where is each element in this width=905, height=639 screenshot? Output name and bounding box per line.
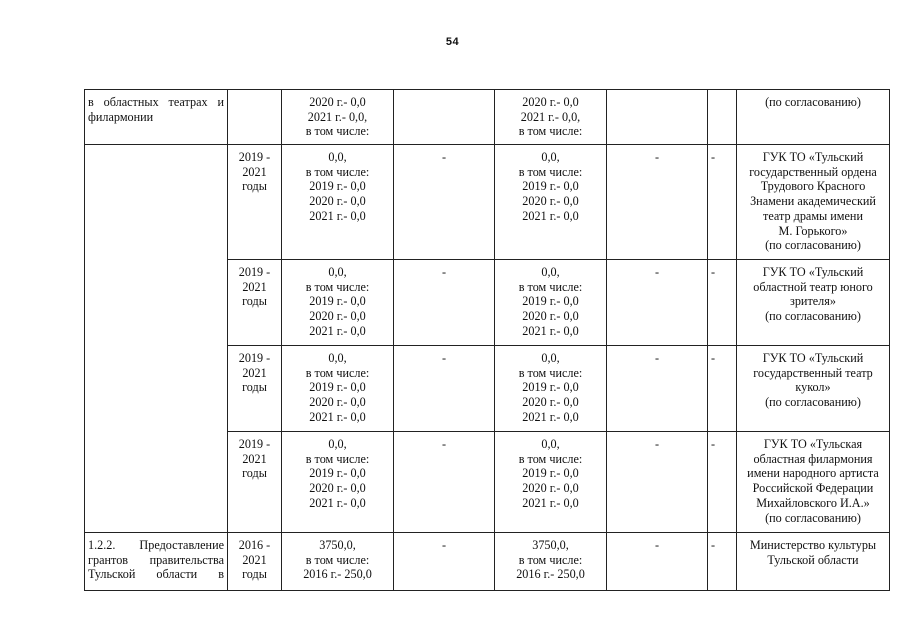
period-cell <box>228 346 282 432</box>
cell-line: в том числе: <box>305 552 370 567</box>
cell-line: 2020 г.- 0,0 <box>309 194 366 209</box>
federal-funding-cell: - <box>394 432 495 533</box>
cell-line: 2021 г.- 0,0 <box>522 409 579 424</box>
cell-line: 2021 г.- 0,0 <box>522 323 579 338</box>
executor-cell <box>737 90 890 145</box>
cell-line: 0,0, <box>328 437 347 451</box>
cell-line: 2021 <box>242 552 267 567</box>
extra-funding-cell: - <box>708 432 737 533</box>
cell-line: 2020 г.- 0,0 <box>522 481 579 496</box>
cell-line: кукол» <box>795 380 831 395</box>
cell-line: государственный ордена <box>749 164 877 179</box>
cell-line: 0,0, <box>328 351 347 365</box>
cell-line: 3750,0, <box>319 538 356 552</box>
total-funding-cell <box>282 145 394 260</box>
extra-funding-cell: - <box>708 346 737 432</box>
total-funding-cell <box>282 260 394 346</box>
cell-line: 2020 г.- 0,0 <box>309 95 366 109</box>
cell-line: годы <box>242 294 267 309</box>
cell-line: 2021 <box>242 451 267 466</box>
cell-line: в том числе: <box>518 552 583 567</box>
regional-funding-cell <box>495 533 607 591</box>
cell-line: (по согласованию) <box>765 309 861 324</box>
period-cell <box>228 533 282 591</box>
cell-line: 1.2.2. Предоставление <box>88 538 224 552</box>
cell-line: 0,0, <box>328 150 347 164</box>
cell-line: 0,0, <box>541 351 560 365</box>
federal-funding-cell <box>394 90 495 145</box>
cell-line: (по согласованию) <box>765 238 861 253</box>
regional-funding-cell <box>495 346 607 432</box>
total-funding-cell <box>282 432 394 533</box>
cell-line: 2020 г.- 0,0 <box>309 481 366 496</box>
cell-line: филармонии <box>88 109 154 124</box>
municipal-funding-cell: - <box>607 260 708 346</box>
cell-line: 2019 г.- 0,0 <box>309 466 366 481</box>
executor-cell <box>737 432 890 533</box>
cell-line: годы <box>242 466 267 481</box>
cell-line: (по согласованию) <box>765 510 861 525</box>
extra-funding-cell: - <box>708 533 737 591</box>
cell-line: 2020 г.- 0,0 <box>522 309 579 324</box>
total-funding-cell <box>282 346 394 432</box>
municipal-funding-cell: - <box>607 346 708 432</box>
activity-name-cell <box>85 145 228 533</box>
cell-line: имени народного артиста <box>747 466 879 481</box>
cell-line: Трудового Красного <box>760 179 866 194</box>
cell-line: (по согласованию) <box>765 95 861 109</box>
cell-line: ГУК ТО «Тульский <box>762 265 864 279</box>
cell-line: в том числе: <box>518 164 583 179</box>
cell-line: 2021 г.- 0,0 <box>309 323 366 338</box>
cell-line: 2019 г.- 0,0 <box>309 179 366 194</box>
period-cell <box>228 90 282 145</box>
cell-line: Министерство культуры <box>749 538 877 552</box>
period-cell <box>228 260 282 346</box>
cell-line: 2021 <box>242 365 267 380</box>
cell-line: в том числе: <box>518 451 583 466</box>
federal-funding-cell: - <box>394 145 495 260</box>
cell-line: годы <box>242 179 267 194</box>
cell-line: Тульской области <box>767 552 859 567</box>
cell-line: 0,0, <box>541 265 560 279</box>
cell-line: годы <box>242 567 267 582</box>
federal-funding-cell: - <box>394 260 495 346</box>
regional-funding-cell <box>495 432 607 533</box>
extra-funding-cell: - <box>708 145 737 260</box>
regional-funding-cell <box>495 90 607 145</box>
extra-funding-cell <box>708 90 737 145</box>
cell-line: в том числе: <box>305 164 370 179</box>
executor-cell <box>737 346 890 432</box>
total-funding-cell <box>282 533 394 591</box>
cell-line: 2019 - <box>238 150 271 164</box>
municipal-funding-cell: - <box>607 432 708 533</box>
cell-line: годы <box>242 380 267 395</box>
cell-line: 2020 г.- 0,0 <box>522 395 579 410</box>
table-row <box>85 90 890 145</box>
cell-line: Тульской области в <box>88 567 224 582</box>
cell-line: в том числе: <box>305 365 370 380</box>
cell-line: М. Горького» <box>778 223 848 238</box>
cell-line: ГУК ТО «Тульская <box>763 437 863 451</box>
regional-funding-cell <box>495 145 607 260</box>
cell-line: 2021 г.- 0,0 <box>309 409 366 424</box>
cell-line: областная филармония <box>753 451 873 466</box>
table-row <box>85 145 890 260</box>
cell-line: 2021 г.- 0,0 <box>309 208 366 223</box>
cell-line: 2019 - <box>238 265 271 279</box>
cell-line: в том числе: <box>518 279 583 294</box>
cell-line: театр драмы имени <box>763 208 863 223</box>
federal-funding-cell: - <box>394 346 495 432</box>
cell-line: 2019 г.- 0,0 <box>309 294 366 309</box>
executor-cell <box>737 145 890 260</box>
cell-line: в том числе: <box>518 124 583 139</box>
municipal-funding-cell <box>607 90 708 145</box>
cell-line: 2019 г.- 0,0 <box>309 380 366 395</box>
regional-funding-cell <box>495 260 607 346</box>
cell-line: 2019 г.- 0,0 <box>522 179 579 194</box>
table-row <box>85 533 890 591</box>
cell-line: 2020 г.- 0,0 <box>309 309 366 324</box>
cell-line: в том числе: <box>518 365 583 380</box>
cell-line: областной театр юного <box>753 279 873 294</box>
activity-name-cell <box>85 533 228 591</box>
cell-line: 3750,0, <box>532 538 569 552</box>
cell-line: (по согласованию) <box>765 395 861 410</box>
cell-line: 2019 г.- 0,0 <box>522 294 579 309</box>
cell-line: 2020 г.- 0,0 <box>309 395 366 410</box>
cell-line: 2020 г.- 0,0 <box>522 194 579 209</box>
cell-line: в том числе: <box>305 451 370 466</box>
cell-line: 2021 г.- 0,0 <box>522 495 579 510</box>
cell-line: 2021 г.- 0,0 <box>522 208 579 223</box>
program-activities-table <box>84 89 890 591</box>
cell-line: грантов правительства <box>88 552 224 567</box>
cell-line: Российской Федерации <box>752 481 874 496</box>
municipal-funding-cell: - <box>607 145 708 260</box>
cell-line: Михайловского И.А.» <box>756 495 870 510</box>
cell-line: в областных театрах и <box>88 95 224 109</box>
cell-line: в том числе: <box>305 279 370 294</box>
cell-line: в том числе: <box>305 124 370 139</box>
cell-line: 2019 г.- 0,0 <box>522 380 579 395</box>
cell-line: государственный театр <box>753 365 873 380</box>
total-funding-cell <box>282 90 394 145</box>
page-number: 54 <box>445 36 460 48</box>
cell-line: 2020 г.- 0,0 <box>522 95 579 109</box>
cell-line: 2019 г.- 0,0 <box>522 466 579 481</box>
cell-line: 0,0, <box>541 150 560 164</box>
cell-line: 2021 г.- 0,0, <box>520 109 581 124</box>
municipal-funding-cell: - <box>607 533 708 591</box>
cell-line: 2021 г.- 0,0, <box>307 109 368 124</box>
executor-cell <box>737 533 890 591</box>
cell-line: 2021 <box>242 279 267 294</box>
table-body <box>85 90 890 591</box>
extra-funding-cell: - <box>708 260 737 346</box>
cell-line: 2021 г.- 0,0 <box>309 495 366 510</box>
cell-line: ГУК ТО «Тульский <box>762 351 864 365</box>
federal-funding-cell: - <box>394 533 495 591</box>
cell-line: 2021 <box>242 164 267 179</box>
cell-line: 0,0, <box>328 265 347 279</box>
cell-line: 2016 г.- 250,0 <box>516 567 585 582</box>
cell-line: Знамени академический <box>750 194 876 209</box>
cell-line: ГУК ТО «Тульский <box>762 150 864 164</box>
cell-line: 2019 - <box>238 437 271 451</box>
cell-line: зрителя» <box>790 294 836 309</box>
cell-line: 2019 - <box>238 351 271 365</box>
period-cell <box>228 145 282 260</box>
activity-name-cell <box>85 90 228 145</box>
cell-line: 0,0, <box>541 437 560 451</box>
cell-line: 2016 - <box>238 538 271 552</box>
cell-line: 2016 г.- 250,0 <box>303 567 372 582</box>
period-cell <box>228 432 282 533</box>
executor-cell <box>737 260 890 346</box>
